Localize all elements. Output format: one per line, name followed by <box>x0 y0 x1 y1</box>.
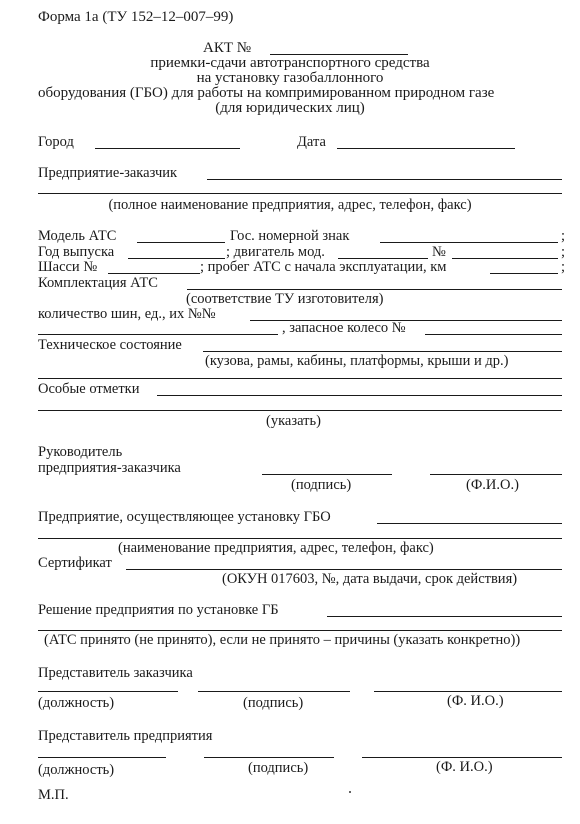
special-notes-line-1 <box>157 395 562 396</box>
company-rep-fio-line <box>362 757 562 758</box>
tires-label: количество шин, ед., их №№ <box>38 306 216 322</box>
certificate-line <box>126 569 562 570</box>
title-line-4: (для юридических лиц) <box>215 100 365 116</box>
company-rep-signature-hint: (подпись) <box>248 760 309 776</box>
reg-plate-line <box>380 242 558 243</box>
tech-state-label: Техническое состояние <box>38 337 182 353</box>
title-line-3: оборудования (ГБО) для работы на компримированном природном газе <box>38 85 495 101</box>
city-line <box>95 148 240 149</box>
special-notes-line-2 <box>38 410 562 411</box>
equipment-hint: (соответствие ТУ изготовителя) <box>186 291 384 307</box>
model-label: Модель АТС <box>38 228 117 244</box>
manager-signature-hint: (подпись) <box>291 477 352 493</box>
tech-state-line-2 <box>38 378 562 379</box>
customer-line-1 <box>207 179 562 180</box>
installer-hint: (наименование предприятия, адрес, телефон, факс) <box>118 540 434 556</box>
date-line <box>337 148 515 149</box>
spare-wheel-label: , запасное колесо № <box>282 320 406 336</box>
title-line-1: приемки-сдачи автотранспортного средства <box>150 55 430 71</box>
semicolon-2: ; <box>561 244 566 260</box>
equipment-label: Комплектация АТС <box>38 275 158 291</box>
company-rep-label: Представитель предприятия <box>38 728 213 744</box>
reg-plate-label: Гос. номерной знак <box>230 228 350 244</box>
manager-label-1: Руководитель <box>38 444 123 460</box>
model-line <box>137 242 225 243</box>
specify-hint: (указать) <box>266 413 321 429</box>
tech-state-line <box>203 351 562 352</box>
manager-fio-hint: (Ф.И.О.) <box>466 477 519 493</box>
customer-rep-signature-line <box>198 691 350 692</box>
form-id: Форма 1а (ТУ 152–12–007–99) <box>38 9 234 25</box>
tires-line-2 <box>38 334 278 335</box>
stamp-label: М.П. <box>38 787 69 803</box>
customer-hint: (полное наименование предприятия, адрес, телефон, факс) <box>108 197 472 213</box>
act-number-label: АКТ № <box>203 40 252 56</box>
customer-rep-fio-hint: (Ф. И.О.) <box>447 693 504 709</box>
manager-label-2: предприятия-заказчика <box>38 460 181 476</box>
certificate-label: Сертификат <box>38 555 112 571</box>
customer-label: Предприятие-заказчик <box>38 165 178 181</box>
installer-line-1 <box>377 523 562 524</box>
customer-rep-label: Представитель заказчика <box>38 665 193 681</box>
manager-fio-line <box>430 474 562 475</box>
customer-rep-position-hint: (должность) <box>38 695 115 711</box>
mileage-label: ; пробег АТС с начала эксплуатации, км <box>200 259 447 275</box>
year-label: Год выпуска <box>38 244 115 260</box>
engine-number-line <box>452 258 558 259</box>
chassis-line <box>108 273 200 274</box>
installer-label: Предприятие, осуществляющее установку ГБО <box>38 509 331 525</box>
ink-dot <box>349 791 351 793</box>
spare-wheel-line <box>425 334 562 335</box>
decision-line-2 <box>38 630 562 631</box>
company-rep-position-hint: (должность) <box>38 762 115 778</box>
engine-label: ; двигатель мод. <box>226 244 325 260</box>
equipment-line <box>187 289 562 290</box>
manager-signature-line <box>262 474 392 475</box>
special-notes-label: Особые отметки <box>38 381 140 397</box>
company-rep-position-line <box>38 757 166 758</box>
decision-hint: (АТС принято (не принято), если не принято – причины (указать конкретно)) <box>44 632 521 648</box>
city-label: Город <box>38 134 74 150</box>
certificate-hint: (ОКУН 017603, №, дата выдачи, срок действия) <box>222 571 518 587</box>
customer-line-2 <box>38 193 562 194</box>
tech-state-hint: (кузова, рамы, кабины, платформы, крыши и др.) <box>205 353 509 369</box>
company-rep-fio-hint: (Ф. И.О.) <box>436 759 493 775</box>
chassis-label: Шасси № <box>38 259 98 275</box>
semicolon-1: ; <box>561 228 566 244</box>
decision-label: Решение предприятия по установке ГБ <box>38 602 279 618</box>
customer-rep-signature-hint: (подпись) <box>243 695 304 711</box>
customer-rep-fio-line <box>374 691 562 692</box>
decision-line-1 <box>327 616 562 617</box>
semicolon-3: ; <box>561 259 566 275</box>
date-label: Дата <box>297 134 326 150</box>
installer-line-2 <box>38 538 562 539</box>
company-rep-signature-line <box>204 757 334 758</box>
title-line-2: на установку газобаллонного <box>196 70 384 86</box>
mileage-line <box>490 273 558 274</box>
customer-rep-position-line <box>38 691 178 692</box>
engine-number-label: № <box>432 244 446 260</box>
